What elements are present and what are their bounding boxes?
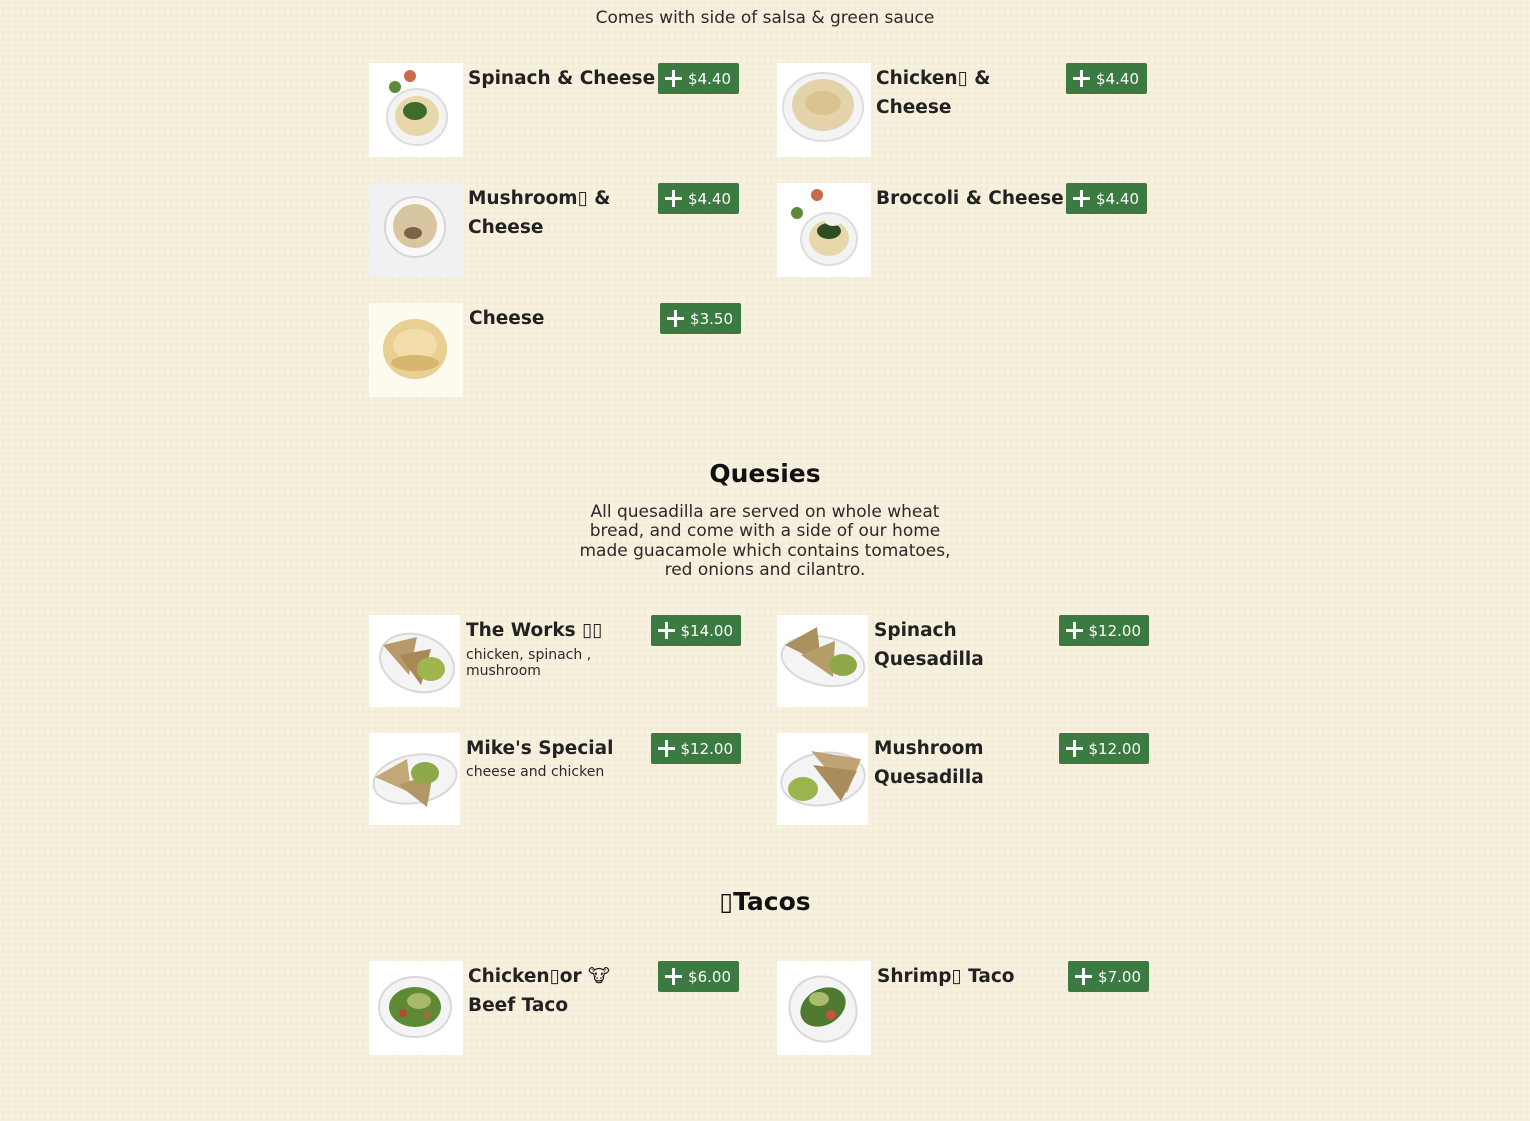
- plus-icon: [1066, 740, 1083, 757]
- add-to-cart-button[interactable]: [1066, 183, 1147, 214]
- price-label: $12.00: [1088, 739, 1141, 758]
- menu-item-the-works[interactable]: [369, 615, 741, 711]
- price-label: $3.50: [690, 309, 733, 328]
- add-to-cart-button[interactable]: [658, 183, 739, 214]
- menu-item-mushroom-cheese[interactable]: [369, 183, 741, 279]
- section-title-quesies: Quesies: [709, 459, 821, 488]
- plus-icon: [1073, 70, 1090, 87]
- price-label: $6.00: [688, 967, 731, 986]
- menu-item-chicken-or-beef-taco[interactable]: [369, 961, 741, 1057]
- item-name: Chicken▯ & Cheese: [876, 68, 991, 118]
- food-photo[interactable]: [777, 615, 868, 707]
- add-to-cart-button[interactable]: [660, 303, 741, 334]
- food-photo[interactable]: [369, 961, 463, 1055]
- item-name: Cheese: [469, 308, 545, 329]
- add-to-cart-button[interactable]: [1059, 615, 1150, 646]
- menu-item-broccoli-cheese[interactable]: [777, 183, 1149, 279]
- plus-icon: [658, 622, 675, 639]
- menu-item-shrimp-taco[interactable]: [777, 961, 1149, 1057]
- add-to-cart-button[interactable]: [1068, 961, 1149, 992]
- food-photo[interactable]: [369, 63, 463, 157]
- price-label: $4.40: [1096, 189, 1139, 208]
- plus-icon: [1073, 190, 1090, 207]
- food-photo[interactable]: [369, 183, 463, 277]
- price-label: $7.00: [1098, 967, 1141, 986]
- menu-item-cheese[interactable]: [369, 303, 741, 399]
- section-title-tacos: ▯Tacos: [719, 887, 811, 916]
- food-photo[interactable]: [777, 733, 868, 825]
- add-to-cart-button[interactable]: [658, 63, 739, 94]
- menu-item-spinach-cheese[interactable]: [369, 63, 741, 159]
- item-description: chicken, spinach , mushroom: [466, 647, 592, 679]
- item-name: Spinach & Cheese: [468, 68, 656, 89]
- item-name: Mushroom Quesadilla: [874, 738, 984, 788]
- plus-icon: [665, 968, 682, 985]
- section-description: All quesadilla are served on whole wheat bread, and come with a side of our home made guacamole which contains tomatoes, red onions and cilantro.: [579, 502, 951, 581]
- add-to-cart-button[interactable]: [1066, 63, 1147, 94]
- item-name: Spinach Quesadilla: [874, 620, 984, 670]
- food-photo[interactable]: [369, 733, 460, 825]
- plus-icon: [667, 310, 684, 327]
- price-label: $4.40: [688, 189, 731, 208]
- plus-icon: [665, 190, 682, 207]
- price-label: $12.00: [1088, 621, 1141, 640]
- food-photo[interactable]: [369, 615, 460, 707]
- menu-item-mushroom-quesadilla[interactable]: [777, 733, 1149, 829]
- item-name: Mike's Special: [466, 738, 614, 759]
- item-name: Mushroom▯ & Cheese: [468, 188, 611, 238]
- food-photo[interactable]: [777, 961, 871, 1055]
- item-name: Shrimp▯ Taco: [877, 966, 1015, 987]
- plus-icon: [1075, 968, 1092, 985]
- plus-icon: [658, 740, 675, 757]
- price-label: $14.00: [680, 621, 733, 640]
- add-to-cart-button[interactable]: [658, 961, 739, 992]
- item-name: Chicken▯or 🐮Beef Taco: [468, 966, 610, 1016]
- item-description: cheese and chicken: [466, 764, 605, 780]
- menu-item-mikes-special[interactable]: [369, 733, 741, 829]
- empanadas-subtitle: Comes with side of salsa & green sauce: [595, 8, 935, 28]
- item-name: Broccoli & Cheese: [876, 188, 1064, 209]
- food-photo[interactable]: [777, 183, 871, 277]
- add-to-cart-button[interactable]: [1059, 733, 1150, 764]
- plus-icon: [1066, 622, 1083, 639]
- plus-icon: [665, 70, 682, 87]
- price-label: $4.40: [688, 69, 731, 88]
- menu-item-chicken-cheese[interactable]: [777, 63, 1149, 159]
- item-name: The Works ▯▯: [466, 620, 603, 641]
- menu-item-spinach-quesadilla[interactable]: [777, 615, 1149, 711]
- price-label: $4.40: [1096, 69, 1139, 88]
- add-to-cart-button[interactable]: [651, 615, 742, 646]
- price-label: $12.00: [680, 739, 733, 758]
- add-to-cart-button[interactable]: [651, 733, 742, 764]
- food-photo[interactable]: [369, 303, 463, 397]
- food-photo[interactable]: [777, 63, 871, 157]
